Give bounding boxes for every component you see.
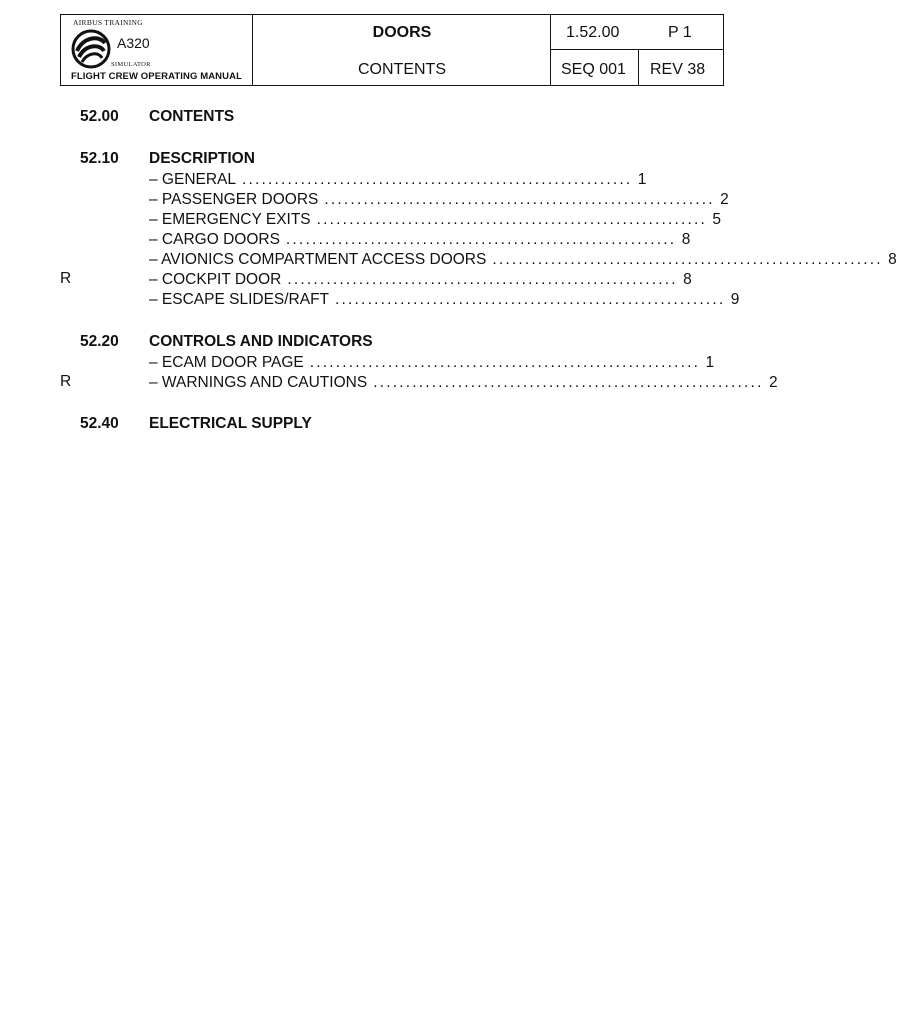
toc-entry-page: 9 [730, 291, 740, 308]
toc-entry-label: – CARGO DOORS [149, 231, 280, 248]
toc-entry-label: – AVIONICS COMPARTMENT ACCESS DOORS [149, 251, 487, 268]
toc-entry[interactable] [149, 373, 778, 393]
dot-leader: ............................................................ [373, 374, 764, 391]
dot-leader: ............................................................ [316, 211, 708, 228]
reference-block [551, 15, 723, 85]
airbus-swirl-icon [71, 29, 111, 69]
toc-entry[interactable] [149, 170, 647, 190]
toc-entry-page: 8 [683, 271, 692, 288]
logo-block [61, 15, 253, 85]
toc-entry[interactable] [149, 230, 691, 250]
toc-entry-page: 2 [720, 191, 729, 208]
logo-airbus-training: AIRBUS TRAINING [73, 18, 143, 27]
dot-leader: ............................................................ [287, 271, 678, 288]
page-subtitle: CONTENTS [358, 61, 446, 78]
section-title: CONTENTS [149, 108, 235, 125]
toc-entry[interactable] [149, 210, 722, 230]
document-code: 1.52.00 [566, 24, 620, 41]
toc-entry[interactable] [149, 270, 692, 290]
sequence-number: SEQ 001 [561, 61, 626, 78]
dot-leader: ............................................................ [309, 354, 701, 371]
dot-leader: ............................................................ [285, 231, 677, 248]
toc-entry-page: 1 [705, 354, 715, 371]
toc-entry-page: 8 [888, 251, 897, 268]
toc-entry[interactable] [149, 290, 740, 310]
toc-entry-page: 8 [681, 231, 691, 248]
page-header [60, 14, 724, 86]
logo-model: A320 [117, 35, 150, 51]
section-title: ELECTRICAL SUPPLY [149, 415, 312, 432]
toc-entry-label: – ESCAPE SLIDES/RAFT [149, 291, 330, 308]
toc-entry-label: – GENERAL [149, 171, 237, 188]
dot-leader: ............................................................ [324, 191, 715, 208]
toc-entry-label: – PASSENGER DOORS [149, 191, 319, 208]
toc-entry-label: – WARNINGS AND CAUTIONS [149, 374, 368, 391]
logo-simulator: SIMULATOR [111, 61, 151, 68]
revision-marker: R [60, 373, 72, 390]
dot-leader: ............................................................ [242, 171, 633, 188]
reference-column-divider [638, 50, 639, 85]
toc-entry-page: 1 [637, 171, 647, 188]
title-block [253, 15, 551, 85]
section-title: DESCRIPTION [149, 150, 255, 167]
revision-number: REV 38 [650, 61, 706, 78]
toc-entry-label: – ECAM DOOR PAGE [149, 354, 304, 371]
dot-leader: ............................................................ [492, 251, 883, 268]
dot-leader: ............................................................ [335, 291, 726, 308]
page-number: P 1 [668, 24, 692, 41]
chapter-title: DOORS [372, 24, 432, 41]
toc-entry-page: 2 [768, 374, 778, 391]
toc-entry[interactable] [149, 190, 729, 210]
section-title: CONTROLS AND INDICATORS [149, 333, 373, 350]
section-number: 52.00 [80, 108, 119, 125]
section-number: 52.40 [80, 415, 119, 432]
section-number: 52.20 [80, 333, 119, 350]
toc-entry[interactable] [149, 353, 715, 373]
toc-entry[interactable] [149, 250, 897, 270]
toc-entry-label: – COCKPIT DOOR [149, 271, 282, 288]
section-number: 52.10 [80, 150, 119, 167]
toc-entry-page: 5 [712, 211, 722, 228]
logo-manual-title: FLIGHT CREW OPERATING MANUAL [71, 71, 242, 82]
toc-entry-label: – EMERGENCY EXITS [149, 211, 311, 228]
revision-marker: R [60, 270, 72, 287]
